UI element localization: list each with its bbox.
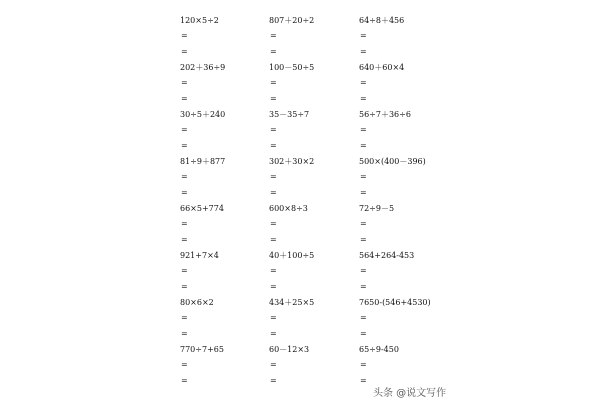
answer-line-2: = bbox=[360, 235, 367, 244]
answer-line-2: = bbox=[270, 376, 277, 385]
problem bbox=[359, 110, 469, 158]
answer-line-1: = bbox=[270, 219, 277, 228]
answer-line-2: = bbox=[360, 329, 367, 338]
problem-expression: 56÷7＋36÷6 bbox=[359, 110, 411, 119]
answer-line-1: = bbox=[360, 172, 367, 181]
problem-expression: 202＋36÷9 bbox=[180, 63, 226, 72]
answer-line-2: = bbox=[181, 47, 188, 56]
answer-line-1: = bbox=[181, 125, 188, 134]
answer-line-1: = bbox=[181, 78, 188, 87]
answer-line-1: = bbox=[270, 360, 277, 369]
problem-expression: 30÷5＋240 bbox=[180, 110, 226, 119]
problem bbox=[359, 251, 469, 299]
problem-expression: 35－35÷7 bbox=[269, 110, 310, 119]
answer-line-1: = bbox=[270, 266, 277, 275]
worksheet-column-2 bbox=[269, 0, 369, 400]
problem-expression: 100－50÷5 bbox=[269, 63, 315, 72]
problem-expression: 600×8÷3 bbox=[269, 204, 308, 213]
answer-line-1: = bbox=[181, 219, 188, 228]
problem bbox=[359, 157, 469, 205]
answer-line-2: = bbox=[270, 47, 277, 56]
answer-line-2: = bbox=[360, 94, 367, 103]
problem bbox=[359, 204, 469, 252]
answer-line-1: = bbox=[181, 31, 188, 40]
answer-line-1: = bbox=[270, 125, 277, 134]
answer-line-1: = bbox=[360, 360, 367, 369]
answer-line-2: = bbox=[270, 141, 277, 150]
answer-line-1: = bbox=[360, 78, 367, 87]
problem-expression: 921+7×4 bbox=[180, 251, 219, 260]
answer-line-2: = bbox=[181, 329, 188, 338]
worksheet-column-3 bbox=[359, 0, 459, 400]
problem-expression: 81÷9＋877 bbox=[180, 157, 226, 166]
problem-expression: 770÷7+65 bbox=[180, 345, 224, 354]
answer-line-1: = bbox=[270, 31, 277, 40]
answer-line-2: = bbox=[270, 235, 277, 244]
answer-line-2: = bbox=[270, 188, 277, 197]
problem-expression: 564+264-453 bbox=[359, 251, 415, 260]
watermark: 头条 @说文写作 bbox=[373, 388, 447, 399]
problem bbox=[359, 298, 469, 346]
answer-line-1: = bbox=[181, 266, 188, 275]
answer-line-1: = bbox=[360, 313, 367, 322]
problem-expression: 66×5+774 bbox=[180, 204, 224, 213]
answer-line-2: = bbox=[360, 188, 367, 197]
answer-line-2: = bbox=[270, 94, 277, 103]
problem-expression: 7650-(546+4530) bbox=[359, 298, 431, 307]
problem-expression: 640＋60×4 bbox=[359, 63, 405, 72]
answer-line-2: = bbox=[360, 376, 367, 385]
answer-line-2: = bbox=[181, 282, 188, 291]
answer-line-1: = bbox=[360, 266, 367, 275]
problem-expression: 807＋20÷2 bbox=[269, 16, 315, 25]
problem-expression: 64÷8＋456 bbox=[359, 16, 405, 25]
answer-line-1: = bbox=[360, 219, 367, 228]
answer-line-2: = bbox=[181, 376, 188, 385]
answer-line-1: = bbox=[270, 313, 277, 322]
answer-line-2: = bbox=[181, 188, 188, 197]
problem-expression: 40＋100÷5 bbox=[269, 251, 315, 260]
problem-expression: 434＋25×5 bbox=[269, 298, 315, 307]
answer-line-1: = bbox=[360, 31, 367, 40]
worksheet-column-1 bbox=[180, 0, 280, 400]
answer-line-1: = bbox=[181, 360, 188, 369]
answer-line-2: = bbox=[360, 282, 367, 291]
answer-line-2: = bbox=[181, 141, 188, 150]
problem-expression: 302＋30×2 bbox=[269, 157, 315, 166]
answer-line-1: = bbox=[270, 78, 277, 87]
problem-expression: 65÷9-450 bbox=[359, 345, 399, 354]
answer-line-1: = bbox=[360, 125, 367, 134]
answer-line-1: = bbox=[181, 172, 188, 181]
answer-line-2: = bbox=[360, 47, 367, 56]
answer-line-2: = bbox=[360, 141, 367, 150]
answer-line-1: = bbox=[270, 172, 277, 181]
answer-line-2: = bbox=[270, 329, 277, 338]
answer-line-2: = bbox=[181, 235, 188, 244]
answer-line-2: = bbox=[181, 94, 188, 103]
problem bbox=[359, 63, 469, 111]
problem-expression: 72÷9－5 bbox=[359, 204, 395, 213]
problem-expression: 60－12×3 bbox=[269, 345, 310, 354]
answer-line-2: = bbox=[270, 282, 277, 291]
problem-expression: 120×5÷2 bbox=[180, 16, 219, 25]
problem-expression: 500×(400－396) bbox=[359, 157, 426, 166]
problem bbox=[359, 16, 469, 64]
answer-line-1: = bbox=[181, 313, 188, 322]
problem-expression: 80×6×2 bbox=[180, 298, 214, 307]
